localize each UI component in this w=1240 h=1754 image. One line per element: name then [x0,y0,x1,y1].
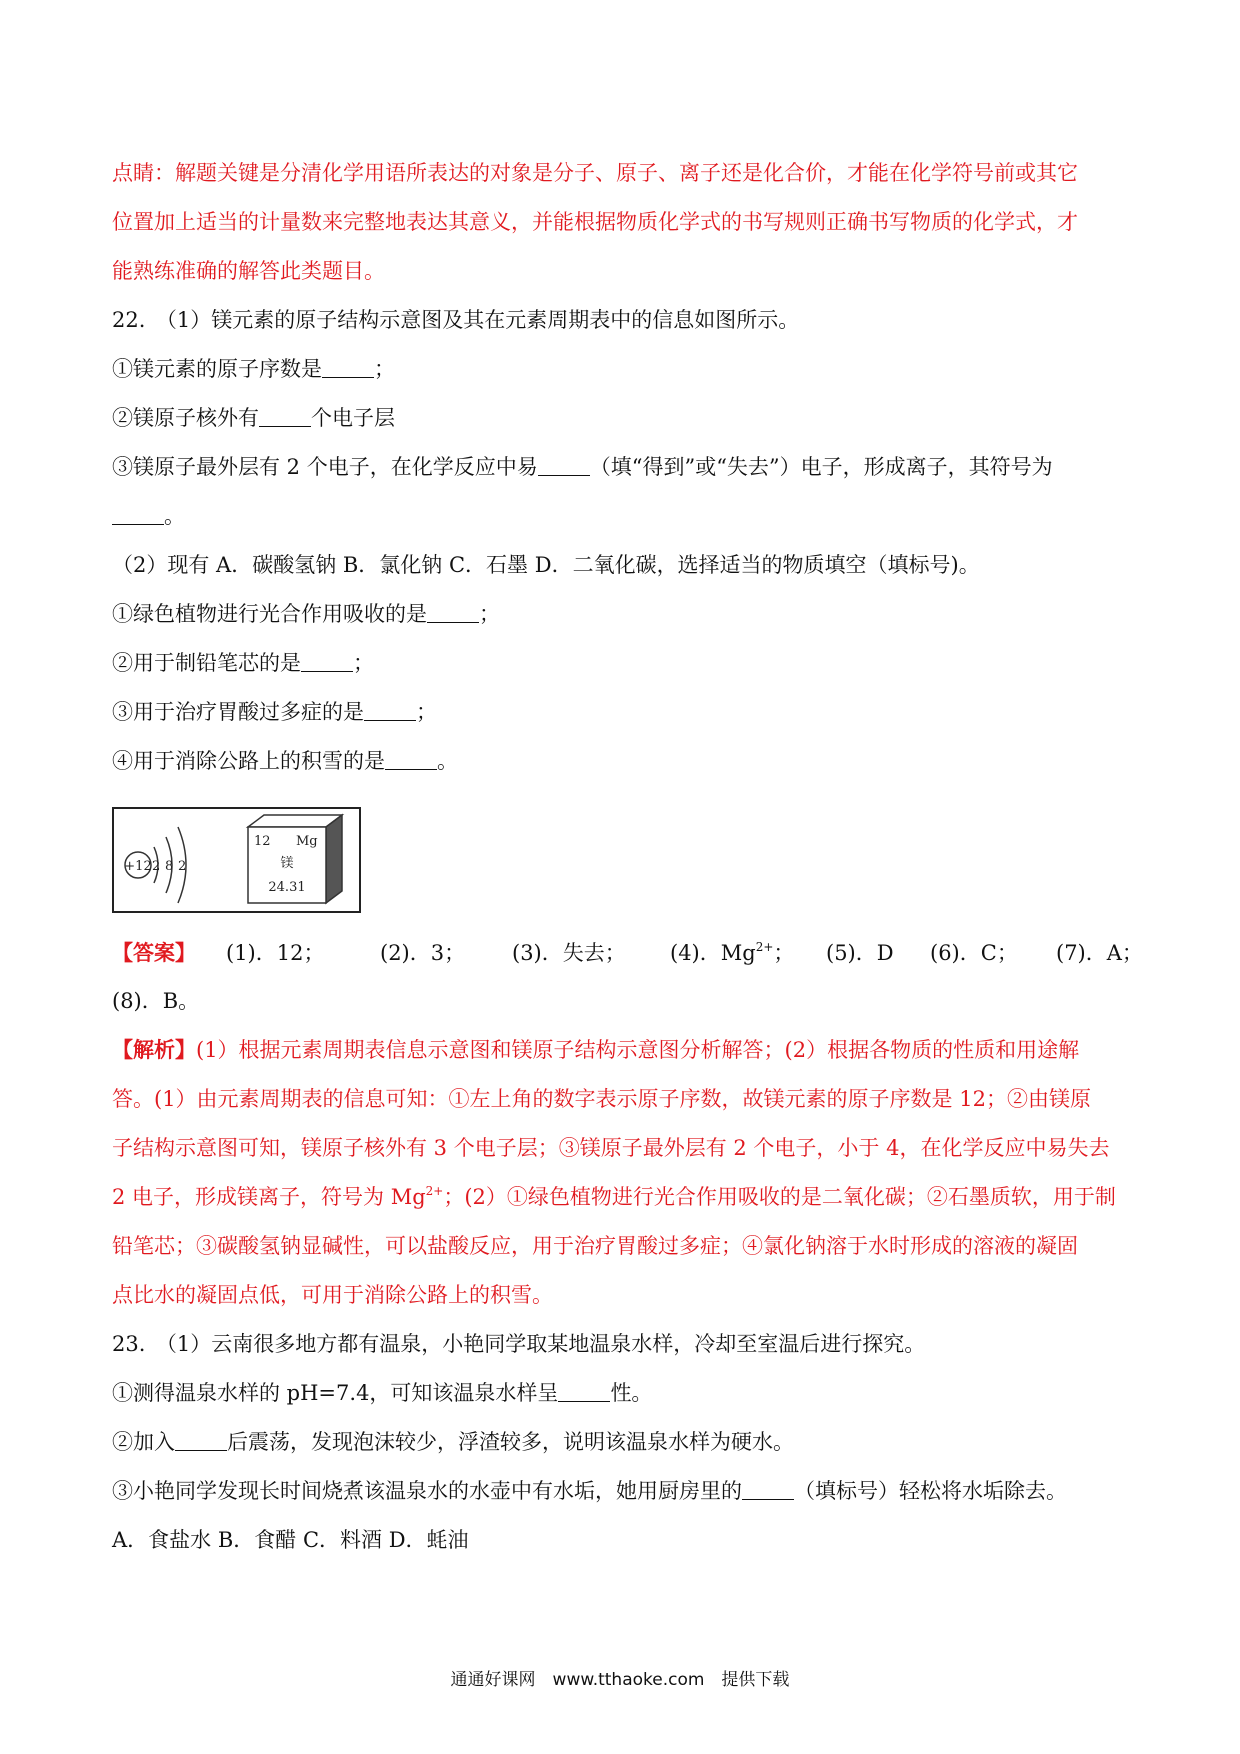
analysis-line-4-sup: 2+ [425,1184,444,1198]
q23-sub2-end: 后震荡，发现泡沫较少，浮渣较多，说明该温泉水样为硬水。 [227,1430,794,1454]
answer-4-sup: 2+ [755,940,774,954]
q22-part2: （2）现有 A．碳酸氢钠 B．氯化钠 C．石墨 D．二氧化碳，选择适当的物质填空（填标号)。 [112,553,980,577]
element-symbol: Mg [296,834,318,849]
shell-count-1: 2 [152,859,161,874]
answer-label: 【答案】 [112,940,196,965]
answer-1: (1)．12； [226,941,325,965]
q22-p2-end: ； [353,651,374,675]
q23-stem: 23. （1）云南很多地方都有温泉，小艳同学取某地温泉水样，冷却至室温后进行探究。 [112,1332,926,1356]
q22-p3-end: ； [416,700,437,724]
answer-blank [538,453,590,476]
shell-count-2: 8 [165,859,174,874]
answer-line-2: (8)．B。 [112,989,200,1013]
note-line-3: 能熟练准确的解答此类题目。 [112,259,385,283]
analysis-line-1 [112,1035,1132,1065]
note-line-1: 点睛：解题关键是分清化学用语所表达的对象是分子、原子、离子还是化合价，才能在化学符号前或其它 [112,161,1078,185]
q22-sub3-end: 。 [164,504,185,528]
analysis-line-6: 点比水的凝固点低，可用于消除公路上的积雪。 [112,1283,553,1307]
answer-blank [385,747,437,770]
q23-sub2-text: ②加入 [112,1430,175,1454]
q22-p4-text: ④用于消除公路上的积雪的是 [112,749,385,773]
atomic-mass: 24.31 [268,880,306,895]
analysis-line-4 [112,1182,1132,1212]
answer-blank [427,600,479,623]
q23-sub3 [112,1476,1132,1506]
analysis-line-4a: 2 电子，形成镁离子，符号为 Mg [112,1185,426,1209]
q22-p4-end: 。 [437,749,458,773]
answer-4-end: ； [773,941,795,965]
q22-sub3-mid: （填“得到”或“失去”）电子，形成离子，其符号为 [589,455,1053,479]
magnesium-figure [112,807,361,913]
q22-sub2 [112,403,1132,433]
analysis-line-3: 子结构示意图可知，镁原子核外有 3 个电子层；③镁原子最外层有 2 个电子，小于 4，在化学反应中易失去 [112,1136,1110,1160]
answer-2: (2)．3； [380,941,466,965]
magnesium-figure-svg [114,809,359,911]
analysis-line-5: 铅笔芯；③碳酸氢钠显碱性，可以盐酸反应，用于治疗胃酸过多症；④氯化钠溶于水时形成的溶液的凝固 [112,1234,1078,1258]
q22-sub3-text: ③镁原子最外层有 2 个电子，在化学反应中易 [112,455,538,479]
q22-p3 [112,697,1132,727]
q22-p2 [112,648,1132,678]
q22-p1-text: ①绿色植物进行光合作用吸收的是 [112,602,427,626]
q23-sub1 [112,1378,1132,1408]
answer-4-text: (4)．Mg [670,941,756,965]
answer-6: (6)．C； [930,941,1018,965]
answer-3: (3)．失去； [512,941,626,965]
cell-side-face [326,815,342,903]
nucleus-charge: +12 [124,859,152,874]
answer-5: (5)．D [826,941,894,965]
answer-blank [742,1477,794,1500]
q22-sub2-end: 个电子层 [311,406,395,430]
q22-p1 [112,599,1132,629]
q22-p2-text: ②用于制铅笔芯的是 [112,651,301,675]
q22-p1-end: ； [479,602,500,626]
answer-blank [175,1428,227,1451]
atomic-number: 12 [254,834,271,849]
answer-blank [259,404,311,427]
answer-blank [301,649,353,672]
q23-sub1-text: ①测得温泉水样的 pH=7.4，可知该温泉水样呈 [112,1381,559,1405]
answer-blank [322,355,374,378]
q22-sub1-text: ①镁元素的原子序数是 [112,357,322,381]
answer-blank [112,502,164,525]
q23-sub3-text: ③小艳同学发现长时间烧煮该温泉水的水壶中有水垢，她用厨房里的 [112,1479,742,1503]
element-name: 镁 [280,856,294,871]
answer-4 [670,938,794,968]
q22-stem: 22. （1）镁元素的原子结构示意图及其在元素周期表中的信息如图所示。 [112,308,800,332]
q22-p4 [112,746,1132,776]
page-footer: 通通好课网 www.tthaoke.com 提供下载 [450,1670,790,1690]
q22-sub3-cont [112,501,1132,531]
q23-sub2 [112,1427,1132,1457]
q23-options: A．食盐水 B．食醋 C．料酒 D．蚝油 [112,1528,469,1552]
answer-blank [558,1379,610,1402]
q23-sub3-end: （填标号）轻松将水垢除去。 [794,1479,1067,1503]
q22-p3-text: ③用于治疗胃酸过多症的是 [112,700,364,724]
analysis-line-1-text: (1）根据元素周期表信息示意图和镁原子结构示意图分析解答；(2）根据各物质的性质和用途解 [196,1038,1080,1062]
answer-blank [364,698,416,721]
q22-sub1-end: ； [374,357,395,381]
analysis-line-4b: ；(2）①绿色植物进行光合作用吸收的是二氧化碳；②石墨质软，用于制 [443,1185,1116,1209]
q22-sub1 [112,354,1132,384]
analysis-label: 【解析】 [112,1037,196,1062]
shell-count-3: 2 [178,859,187,874]
analysis-line-2: 答。(1）由元素周期表的信息可知：①左上角的数字表示原子序数，故镁元素的原子序数是 12；②由镁原 [112,1087,1091,1111]
q22-sub3 [112,452,1132,482]
q23-sub1-end: 性。 [610,1381,653,1405]
answer-7: (7)．A； [1056,941,1143,965]
q22-sub2-text: ②镁原子核外有 [112,406,259,430]
note-line-2: 位置加上适当的计量数来完整地表达其意义，并能根据物质化学式的书写规则正确书写物质的化学式，才 [112,210,1078,234]
